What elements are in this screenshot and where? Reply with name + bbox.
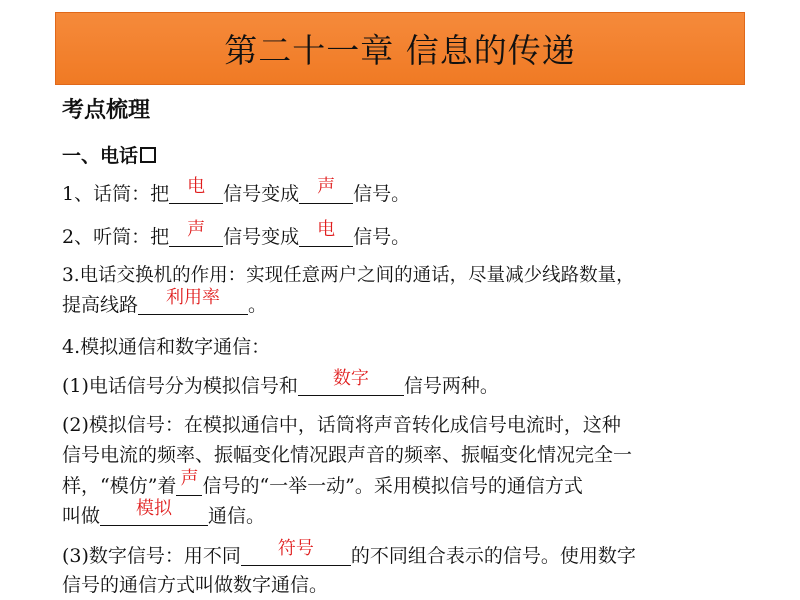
item-3-text-a: 提高线路 [62, 294, 139, 316]
item-6-line-4 [62, 498, 266, 527]
title-banner [55, 12, 745, 85]
item-3-line-2 [62, 287, 268, 316]
item-3-line-1: 3.电话交换机的作用：实现任意两户之间的通话，尽量减少线路数量， [62, 265, 635, 286]
item-7-line-1 [62, 538, 636, 567]
blank [298, 368, 404, 396]
item-7-line-2: 信号的通信方式叫做数字通信。 [62, 574, 329, 596]
subsection-label: 一、电话 [62, 145, 139, 167]
item-3-text-e: 。 [248, 294, 268, 316]
item-1-text-m: 信号变成 [223, 183, 300, 205]
item-6-text-m: 信号的“一举一动”。采用模拟信号的通信方式 [202, 475, 583, 497]
answer: 声 [180, 468, 199, 489]
item-7-text-e: 的不同组合表示的信号。使用数字 [350, 545, 636, 567]
item-1-text-a: 1、话筒：把 [62, 183, 170, 205]
answer: 模拟 [136, 498, 173, 519]
item-1-text-e: 信号。 [353, 183, 411, 205]
answer: 电 [317, 219, 336, 240]
section-heading: 考点梳理 [62, 98, 151, 123]
item-5-text-e: 信号两种。 [403, 375, 499, 397]
item-6-line-2: 信号电流的频率、振幅变化情况跟声音的频率、振幅变化情况完全一 [62, 444, 633, 466]
item-6-line-3 [62, 468, 583, 497]
checkbox-icon [140, 147, 156, 163]
item-2-text-m: 信号变成 [223, 226, 300, 248]
answer: 数字 [332, 368, 369, 389]
item-2-text-a: 2、听筒：把 [62, 226, 170, 248]
blank [100, 498, 208, 526]
item-6-line-1: (2)模拟信号：在模拟通信中，话筒将声音转化成信号电流时，这种 [62, 414, 621, 436]
blank [176, 468, 202, 496]
item-5-text-a: (1)电话信号分为模拟信号和 [62, 375, 298, 397]
answer: 电 [187, 176, 206, 197]
item-1 [62, 176, 411, 205]
answer: 声 [317, 176, 336, 197]
blank [169, 219, 223, 247]
item-2-text-e: 信号。 [353, 226, 411, 248]
answer: 声 [187, 219, 206, 240]
blank [169, 176, 223, 204]
item-2 [62, 219, 411, 248]
blank [299, 219, 353, 247]
item-6-text-c: 叫做 [62, 505, 101, 527]
answer: 利用率 [166, 287, 221, 308]
blank [241, 538, 351, 566]
item-4: 4.模拟通信和数字通信： [62, 336, 271, 358]
answer: 符号 [277, 538, 314, 559]
blank [299, 176, 353, 204]
blank [138, 287, 248, 315]
item-6-text-a: 样，“模仿”着 [62, 475, 177, 497]
page-title: 第二十一章 信息的传递 [224, 31, 576, 70]
item-5 [62, 368, 499, 397]
item-7-text-a: (3)数字信号：用不同 [62, 545, 241, 567]
item-6-text-e: 通信。 [208, 505, 266, 527]
subsection-heading [62, 147, 156, 166]
